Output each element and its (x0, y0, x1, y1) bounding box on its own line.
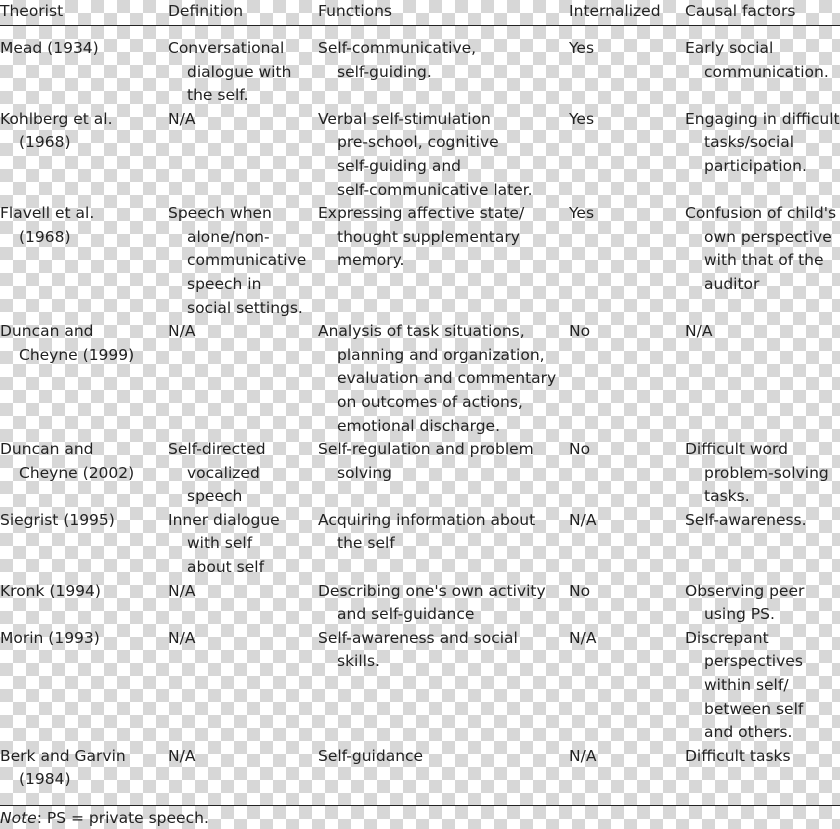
cell-text: Yes (569, 109, 595, 128)
cell-text: Analysis of task situations, planning and organization, evaluation and commentary on outcomes of actions, emotional discharge. (318, 322, 557, 435)
cell-causal-factors (685, 745, 840, 792)
cell-text: Yes (569, 39, 595, 57)
cell-internalized (569, 509, 685, 580)
cell-theorist (0, 627, 168, 745)
cell-text: Self-communicative, self-guiding. (318, 39, 477, 81)
cell-internalized (569, 320, 685, 438)
cell-causal-factors (685, 320, 840, 438)
cell-causal-factors (685, 438, 840, 509)
cell-definition (168, 202, 318, 320)
note-text: : PS = private speech. (36, 809, 209, 827)
cell-text: Duncan and Cheyne (1999) (0, 322, 135, 364)
cell-theorist (0, 26, 168, 108)
cell-text: Expressing affective state/ thought supplementary memory. (318, 204, 525, 270)
cell-text: Acquiring information about the self (318, 510, 536, 553)
cell-causal-factors (685, 26, 840, 108)
cell-text: Speech when alone/non- communicative speech in social settings. (168, 204, 307, 317)
cell-text: Self-guidance (318, 746, 424, 765)
cell-definition (168, 580, 318, 627)
cell-text: Kohlberg et al. (1968) (0, 109, 113, 152)
cell-text: Mead (1934) (0, 39, 99, 57)
cell-text: N/A (168, 581, 196, 600)
cell-causal-factors (685, 580, 840, 627)
cell-functions (318, 745, 569, 792)
cell-text: Flavell et al. (1968) (0, 204, 95, 246)
header-row (0, 0, 840, 26)
cell-text: Duncan and Cheyne (2002) (0, 440, 135, 482)
cell-theorist (0, 580, 168, 627)
cell-text: Difficult word problem-solving tasks. (685, 440, 829, 506)
cell-internalized (569, 580, 685, 627)
cell-theorist (0, 320, 168, 438)
cell-functions (318, 580, 569, 627)
cell-text: Morin (1993) (0, 628, 100, 647)
cell-text: Difficult tasks (685, 746, 791, 765)
cell-internalized (569, 26, 685, 108)
cell-text: Self-awareness. (685, 510, 807, 529)
cell-text: Describing one's own activity and self-guidance (318, 581, 546, 624)
cell-text: Self-directed vocalized speech (168, 440, 266, 506)
cell-theorist (0, 108, 168, 202)
cell-text: Self-awareness and social skills. (318, 628, 518, 671)
table-row (0, 26, 840, 108)
table-row (0, 320, 840, 438)
cell-functions (318, 202, 569, 320)
cell-text: Berk and Garvin (1984) (0, 746, 126, 789)
cell-definition (168, 108, 318, 202)
cell-text: No (569, 322, 591, 341)
cell-text: Discrepant perspectives within self/ between self and others. (685, 628, 804, 742)
cell-theorist (0, 509, 168, 580)
cell-text: Siegrist (1995) (0, 510, 115, 529)
cell-text: N/A (685, 322, 713, 341)
table-row (0, 108, 840, 202)
header-definition: Definition (168, 0, 318, 26)
table-row (0, 202, 840, 320)
cell-functions (318, 438, 569, 509)
table-note (0, 805, 840, 829)
header-causal-factors: Causal factors (685, 0, 840, 26)
cell-text: N/A (569, 628, 597, 647)
cell-text: N/A (569, 746, 597, 765)
header-theorist: Theorist (0, 0, 168, 26)
cell-functions (318, 320, 569, 438)
cell-internalized (569, 745, 685, 792)
cell-text: N/A (168, 746, 196, 765)
cell-text: No (569, 440, 591, 459)
note-label: Note (0, 809, 37, 827)
cell-text: Confusion of child's own perspective with that of the auditor (685, 204, 837, 293)
cell-text: Engaging in difficult tasks/social participation. (685, 109, 840, 175)
table-row (0, 438, 840, 509)
cell-theorist (0, 202, 168, 320)
cell-definition (168, 26, 318, 108)
cell-text: No (569, 581, 591, 600)
cell-functions (318, 509, 569, 580)
table-row (0, 509, 840, 580)
cell-internalized (569, 627, 685, 745)
cell-text: Conversational dialogue with the self. (168, 39, 292, 105)
cell-functions (318, 627, 569, 745)
cell-functions (318, 26, 569, 108)
cell-definition (168, 438, 318, 509)
cell-text: Kronk (1994) (0, 581, 101, 600)
cell-definition (168, 320, 318, 438)
table-row (0, 745, 840, 792)
cell-internalized (569, 108, 685, 202)
cell-causal-factors (685, 202, 840, 320)
cell-causal-factors (685, 509, 840, 580)
cell-causal-factors (685, 627, 840, 745)
cell-text: N/A (168, 109, 196, 128)
cell-internalized (569, 438, 685, 509)
cell-text: Verbal self-stimulation pre-school, cognitive self-guiding and self-communicative later. (318, 109, 533, 199)
cell-theorist (0, 438, 168, 509)
header-internalized: Internalized (569, 0, 685, 26)
cell-text: Early social communication. (685, 39, 829, 81)
cell-theorist (0, 745, 168, 792)
cell-text: N/A (569, 510, 597, 529)
cell-functions (318, 108, 569, 202)
cell-internalized (569, 202, 685, 320)
table-body (0, 26, 840, 793)
cell-text: N/A (168, 628, 196, 647)
cell-definition (168, 745, 318, 792)
table-row (0, 627, 840, 745)
cell-text: Self-regulation and problem solving (318, 440, 534, 482)
cell-text: Observing peer using PS. (685, 581, 805, 624)
cell-definition (168, 509, 318, 580)
cell-text: Inner dialogue with self about self (168, 510, 280, 577)
cell-text: N/A (168, 322, 196, 341)
cell-causal-factors (685, 108, 840, 202)
header-functions: Functions (318, 0, 569, 26)
table-row (0, 580, 840, 627)
cell-text: Yes (569, 204, 595, 223)
cell-definition (168, 627, 318, 745)
